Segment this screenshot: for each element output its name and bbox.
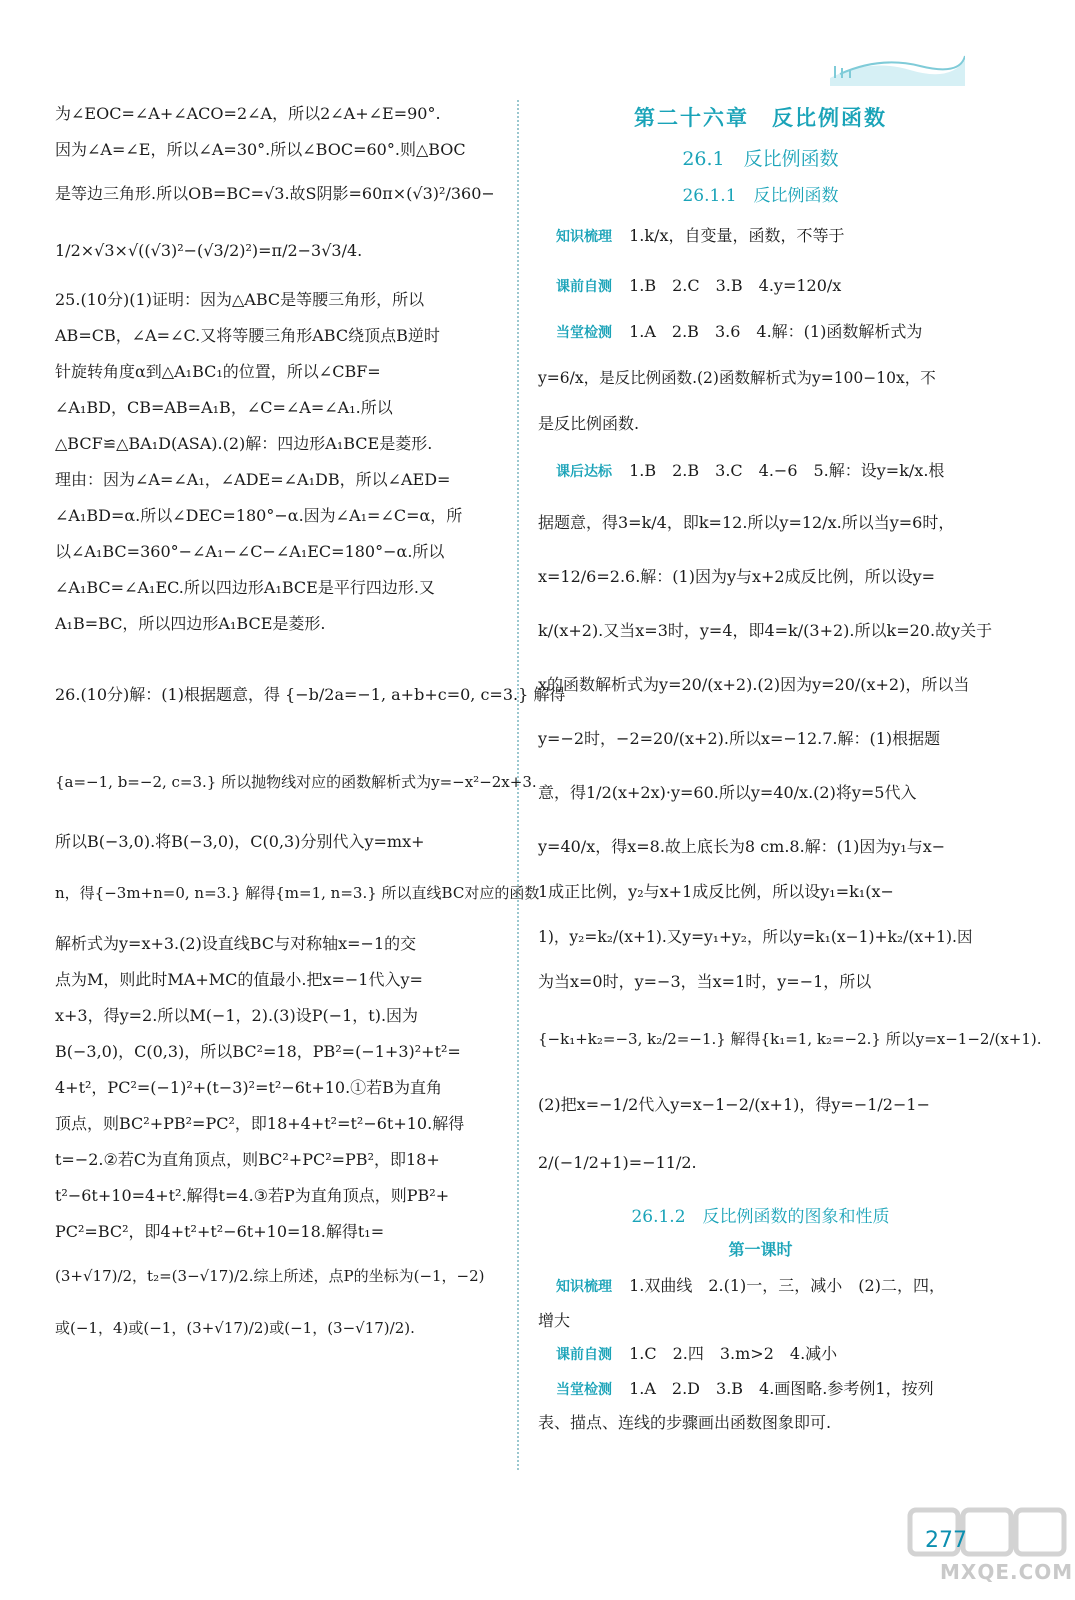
right-line: 为当x=0时，y=−3，当x=1时，y=−1，所以: [538, 972, 872, 991]
left-line: AB=CB，∠A=∠C.又将等腰三角形ABC绕顶点B逆时: [55, 326, 440, 345]
knowledge2-answers: 1.双曲线 2.(1)一，三，减小 (2)二，四，: [629, 1276, 945, 1295]
left-line: 以∠A₁BC=360°−∠A₁−∠C−∠A₁EC=180°−α.所以: [55, 542, 445, 561]
left-line: (3+√17)/2，t₂=(3−√17)/2.综上所述，点P的坐标为(−1，−2): [55, 1267, 485, 1285]
subsection-title: 26.1.1 反比例函数: [682, 186, 839, 206]
left-line: ∠A₁BD，CB=AB=A₁B，∠C=∠A=∠A₁.所以: [55, 398, 393, 417]
left-line: t=−2.②若C为直角顶点，则BC²+PC²=PB²，即18+: [55, 1150, 440, 1169]
left-line: 1/2×√3×√((√3)²−(√3/2)²)=π/2−3√3/4.: [55, 241, 363, 260]
left-line: PC²=BC²，即4+t²+t²−6t+10=18.解得t₁=: [55, 1222, 385, 1241]
lesson-title: 第一课时: [728, 1240, 793, 1259]
right-line: 1成正比例，y₂与x+1成反比例，所以设y₁=k₁(x−: [538, 882, 894, 901]
left-line: 顶点，则BC²+PB²=PC²，即18+4+t²=t²−6t+10.解得: [55, 1114, 465, 1133]
classtest-row: [538, 310, 983, 354]
left-line: 是等边三角形.所以OB=BC=√3.故S阴影=60π×(√3)²/360−: [55, 184, 495, 203]
right-line: {−k₁+k₂=−3, k₂/2=−1.} 解得{k₁=1, k₂=−2.} 所以y=x−1−2/(x+1).: [538, 1030, 1042, 1048]
left-line: B(−3,0)，C(0,3)，所以BC²=18，PB²=(−1+3)²+t²=: [55, 1042, 461, 1061]
tag-pretest: 课前自测: [556, 279, 612, 295]
watermark-url: MXQE.COM: [940, 1560, 1074, 1584]
right-line: k/(x+2).又当x=3时，y=4，即4=k/(3+2).所以k=20.故y关于: [538, 621, 993, 640]
left-line: 26.(10分)解：(1)根据题意，得 {−b/2a=−1, a+b+c=0, c=3.} 解得: [55, 685, 566, 704]
tag-knowledge: 知识梳理: [556, 229, 612, 245]
right-line: 增大: [538, 1311, 571, 1330]
right-line: y=40/x，得x=8.故上底长为8 cm.8.解：(1)因为y₁与x−: [538, 837, 946, 856]
left-line: 或(−1，4)或(−1，(3+√17)/2)或(−1，(3−√17)/2).: [55, 1319, 415, 1337]
left-line: A₁B=BC，所以四边形A₁BCE是菱形.: [55, 614, 326, 633]
right-line: (2)把x=−1/2代入y=x−1−2/(x+1)，得y=−1/2−1−: [538, 1095, 930, 1114]
header-wave-decoration: [830, 48, 965, 86]
after-answers: 1.B 2.B 3.C 4.−6 5.解：设y=k/x.根: [629, 461, 945, 480]
chapter-title: 第二十六章 反比例函数: [634, 105, 887, 130]
left-line: 25.(10分)(1)证明：因为△ABC是等腰三角形，所以: [55, 290, 425, 309]
left-line: 4+t²，PC²=(−1)²+(t−3)²=t²−6t+10.①若B为直角: [55, 1078, 442, 1097]
left-line: 为∠EOC=∠A+∠ACO=2∠A，所以2∠A+∠E=90°.: [55, 104, 441, 123]
knowledge2-row: [538, 1266, 983, 1306]
left-line: 点为M，则此时MA+MC的值最小.把x=−1代入y=: [55, 970, 423, 989]
left-line: 针旋转角度α到△A₁BC₁的位置，所以∠CBF=: [55, 362, 381, 381]
tag-after: 课后达标: [556, 464, 612, 480]
classtest2-answers: 1.A 2.D 3.B 4.画图略.参考例1，按列: [629, 1379, 934, 1398]
right-column: [538, 96, 1042, 1440]
left-line: ∠A₁BD=α.所以∠DEC=180°−α.因为∠A₁=∠C=α，所: [55, 506, 463, 525]
pretest-answers: 1.B 2.C 3.B 4.y=120/x: [629, 276, 842, 295]
left-line: n，得{−3m+n=0, n=3.} 解得{m=1, n=3.} 所以直线BC对应的函数: [55, 884, 540, 902]
left-line: 所以B(−3,0).将B(−3,0)，C(0,3)分别代入y=mx+: [55, 832, 425, 851]
right-line: 1)，y₂=k₂/(x+1).又y=y₁+y₂，所以y=k₁(x−1)+k₂/(x+1).因: [538, 928, 973, 946]
right-line: 表、描点、连线的步骤画出函数图象即可.: [538, 1413, 832, 1432]
subsection2-title: 26.1.2 反比例函数的图象和性质: [631, 1207, 890, 1227]
classtest-answers: 1.A 2.B 3.6 4.解：(1)函数解析式为: [629, 322, 923, 341]
tag-knowledge-2: 知识梳理: [556, 1279, 612, 1295]
right-line: x的函数解析式为y=20/(x+2).(2)因为y=20/(x+2)，所以当: [538, 675, 970, 694]
section-title: 26.1 反比例函数: [682, 148, 839, 170]
left-line: x+3，得y=2.所以M(−1，2).(3)设P(−1，t).因为: [55, 1006, 419, 1025]
pretest2-answers: 1.C 2.四 3.m>2 4.减小: [629, 1344, 838, 1363]
right-line: y=−2时，−2=20/(x+2).所以x=−12.7.解：(1)根据题: [538, 729, 941, 748]
classtest2-row: [538, 1372, 983, 1406]
left-line: △BCF≌△BA₁D(ASA).(2)解：四边形A₁BCE是菱形.: [55, 434, 433, 453]
right-line: 2/(−1/2+1)=−11/2.: [538, 1153, 697, 1172]
tag-pretest-2: 课前自测: [556, 1347, 612, 1363]
left-line: {a=−1, b=−2, c=3.} 所以抛物线对应的函数解析式为y=−x²−2x+3.: [55, 773, 537, 791]
knowledge-answers: 1.k/x，自变量，函数，不等于: [629, 226, 845, 245]
right-line: y=6/x，是反比例函数.(2)函数解析式为y=100−10x，不: [538, 369, 936, 387]
right-line: x=12/6=2.6.解：(1)因为y与x+2成反比例，所以设y=: [538, 567, 936, 586]
right-line: 是反比例函数.: [538, 414, 640, 433]
right-line: 据题意，得3=k/4，即k=12.所以y=12/x.所以当y=6时，: [538, 513, 955, 532]
left-line: 因为∠A=∠E，所以∠A=30°.所以∠BOC=60°.则△BOC: [55, 140, 466, 159]
after-row: [538, 446, 983, 496]
knowledge-row: [538, 210, 983, 262]
left-line: 解析式为y=x+3.(2)设直线BC与对称轴x=−1的交: [55, 934, 417, 953]
tag-classtest: 当堂检测: [556, 325, 612, 341]
pretest-row: [538, 262, 983, 310]
tag-classtest-2: 当堂检测: [556, 1382, 612, 1398]
left-line: ∠A₁BC=∠A₁EC.所以四边形A₁BCE是平行四边形.又: [55, 578, 435, 597]
right-line: 意，得1/2(x+2x)·y=60.所以y=40/x.(2)将y=5代入: [538, 783, 917, 802]
page-number: 277: [925, 1528, 967, 1553]
left-line: 理由：因为∠A=∠A₁，∠ADE=∠A₁DB，所以∠AED=: [55, 470, 451, 489]
left-line: t²−6t+10=4+t².解得t=4.③若P为直角顶点，则PB²+: [55, 1186, 450, 1205]
pretest2-row: [538, 1336, 983, 1372]
